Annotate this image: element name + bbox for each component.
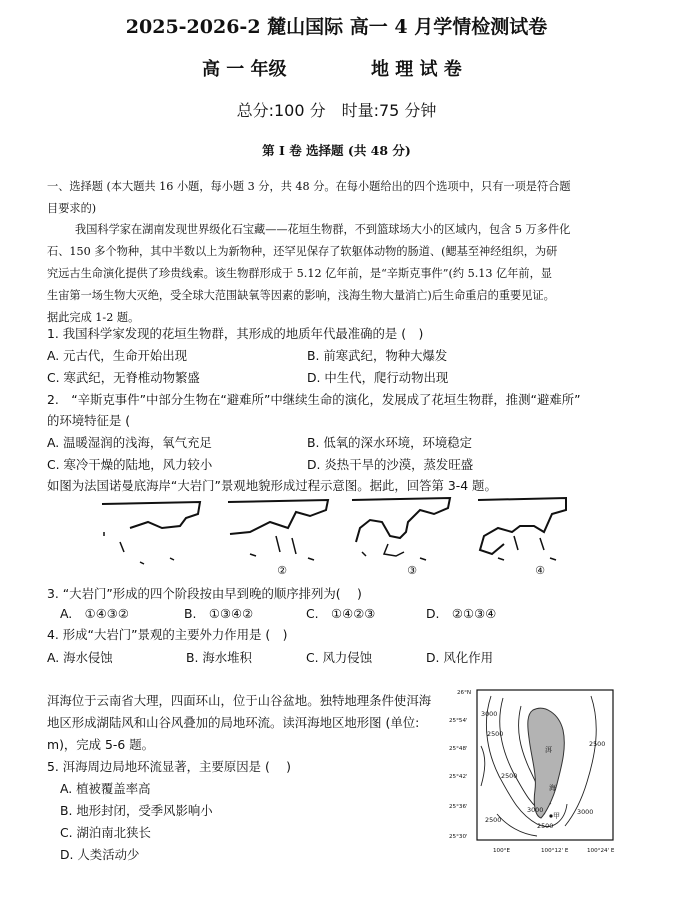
figure-label-2: ② xyxy=(277,564,287,577)
passage1-line2: 石、150 多个物种，其中半数以上为新物种，还罕见保存了软躯体动物的肠道、(鳃基至神经组织，为研 xyxy=(47,245,558,258)
instructions-line2: 目要求的) xyxy=(47,202,97,215)
arch-stage-2-outline xyxy=(228,500,328,534)
town-label: 甲 xyxy=(553,812,560,820)
contour-label: 3000 xyxy=(527,806,544,814)
contour-label: 2500 xyxy=(501,772,518,780)
passage3-line3: m)，完成 5-6 题。 xyxy=(47,737,154,752)
q4-option-a[interactable]: A. 海水侵蚀 xyxy=(47,650,113,665)
instructions-line1: 一、选择题 (本大题共 16 小题，每小题 3 分，共 48 分。在每小题给出的四个选项中，只有一项是符合题 xyxy=(47,180,571,193)
subject-label: 地 理 试 卷 xyxy=(371,59,462,80)
lat-label: 25°54' xyxy=(449,718,468,724)
q4-option-b[interactable]: B. 海水堆积 xyxy=(186,650,252,665)
sea-arch-figure xyxy=(100,492,570,578)
lon-label: 100°24' E xyxy=(587,848,615,854)
contour-label: 3000 xyxy=(577,808,594,816)
q2-option-d[interactable]: D. 炎热干旱的沙漠，蒸发旺盛 xyxy=(307,457,474,472)
erhai-topographic-map xyxy=(441,686,631,862)
passage3-line2: 地区形成湖陆风和山谷风叠加的局地环流。读洱海地区地形图 (单位: xyxy=(47,715,420,730)
passage1-line4: 生宙第一场生物大灭绝，受全球大范围缺氧等因素的影响，浅海生物大量消亡)后生命重启的重要见证。 xyxy=(47,289,555,302)
grade-label: 高 一 年级 xyxy=(202,59,287,80)
passage2-text: 如图为法国诺曼底海岸“大岩门”景观地貌形成过程示意图。据此，回答第 3-4 题。 xyxy=(47,478,497,493)
q3-option-d[interactable]: D. ②①③④ xyxy=(426,606,497,621)
q5-stem: 5. 洱海周边局地环流显著，主要原因是 ( ) xyxy=(47,759,291,774)
lon-label: 100°E xyxy=(493,848,511,854)
passage1-line1: 我国科学家在湖南发现世界级化石宝藏——花垣生物群，不到篮球场大小的区域内，包含 5 万多件化 xyxy=(75,223,571,236)
contour-label: 2500 xyxy=(589,740,606,748)
q3-stem: 3. “大岩门”形成的四个阶段按由早到晚的顺序排列为( ) xyxy=(47,586,362,601)
q5-option-a[interactable]: A. 植被覆盖率高 xyxy=(60,781,151,796)
exam-title: 2025-2026-2 麓山国际 高一 4 月学情检测试卷 xyxy=(125,16,548,38)
lake-label-2: 海 xyxy=(549,784,556,792)
q2-option-a[interactable]: A. 温暖湿润的浅海，氧气充足 xyxy=(47,435,212,450)
lat-label: 25°36' xyxy=(449,804,468,810)
figure-label-3: ③ xyxy=(407,564,417,577)
arch-stage-3-outline xyxy=(352,498,450,542)
arch-stage-1-outline xyxy=(102,502,200,528)
town-marker xyxy=(549,814,552,817)
lat-label: 25°48' xyxy=(449,746,468,752)
q1-option-c[interactable]: C. 寒武纪，无脊椎动物繁盛 xyxy=(47,370,200,385)
lat-label: 25°42' xyxy=(449,774,468,780)
arch-stage-4-outline xyxy=(478,498,566,554)
contour-label: 2500 xyxy=(485,816,502,824)
q4-stem: 4. 形成“大岩门”景观的主要外力作用是 ( ) xyxy=(47,627,288,642)
score-time: 总分:100 分 时量:75 分钟 xyxy=(236,101,437,120)
section-title: 第 I 卷 选择题 (共 48 分) xyxy=(262,143,411,158)
q3-option-c[interactable]: C. ①④②③ xyxy=(306,606,376,621)
passage1-line3: 究远古生命演化提供了珍贵线索。该生物群形成于 5.12 亿年前，是“辛斯克事件”(约 5.13 亿年前，显 xyxy=(47,267,552,280)
contour-label: 2500 xyxy=(537,822,554,830)
lat-label: 25°30' xyxy=(449,834,468,840)
passage1-line5: 据此完成 1-2 题。 xyxy=(47,311,140,324)
q2-option-c[interactable]: C. 寒冷干燥的陆地，风力较小 xyxy=(47,457,213,472)
q3-option-a[interactable]: A. ①④③② xyxy=(60,606,130,621)
q5-option-b[interactable]: B. 地形封闭，受季风影响小 xyxy=(60,803,213,818)
figure-label-4: ④ xyxy=(535,564,545,577)
contour-label: 2500 xyxy=(487,730,504,738)
q3-option-b[interactable]: B. ①③④② xyxy=(184,606,254,621)
lake-label-1: 洱 xyxy=(545,746,552,754)
q4-option-c[interactable]: C. 风力侵蚀 xyxy=(306,650,373,665)
lon-label: 100°12' E xyxy=(541,848,569,854)
contour-label: 3000 xyxy=(481,710,498,718)
q2-option-b[interactable]: B. 低氧的深水环境，环境稳定 xyxy=(307,435,473,450)
q5-option-d[interactable]: D. 人类活动少 xyxy=(60,847,140,862)
lat-label: 26°N xyxy=(457,690,472,696)
q5-option-c[interactable]: C. 湖泊南北狭长 xyxy=(60,825,151,840)
passage3-line1: 洱海位于云南省大理，四面环山，位于山谷盆地。独特地理条件使洱海 xyxy=(47,693,432,708)
q4-option-d[interactable]: D. 风化作用 xyxy=(426,650,493,665)
q1-option-b[interactable]: B. 前寒武纪，物种大爆发 xyxy=(307,348,448,363)
q2-stem-line1: 2. “辛斯克事件”中部分生物在“避难所”中继续生命的演化，发展成了花垣生物群，推测“避难所” xyxy=(47,392,581,407)
q1-stem: 1. 我国科学家发现的花垣生物群，其形成的地质年代最准确的是 ( ) xyxy=(47,326,424,341)
q2-stem-line2: 的环境特征是 ( xyxy=(47,413,131,428)
q1-option-a[interactable]: A. 元古代，生命开始出现 xyxy=(47,348,188,363)
q1-option-d[interactable]: D. 中生代，爬行动物出现 xyxy=(307,370,449,385)
